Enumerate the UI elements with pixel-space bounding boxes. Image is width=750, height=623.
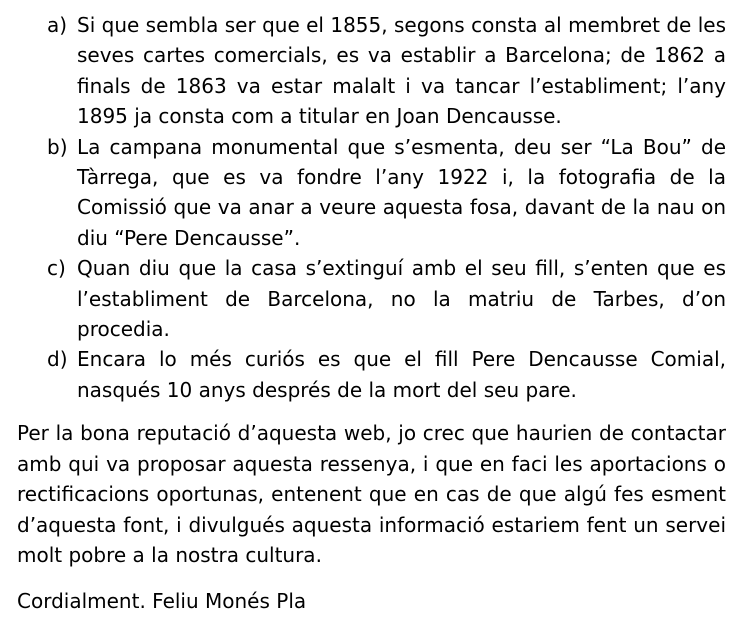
closing-paragraph: Per la bona reputació d’aquesta web, jo crec que haurien de contactar amb qui va proposar aquesta ressenya, i que en faci les aportacions o rectificacions oportunas, entenent que en cas de que algú fes esment d’aquesta font, i divulgués aquesta informació estariem fent un servei molt pobre a la nostra cultura.	[17, 421, 726, 567]
list-item-text: La campana monumental que s’esmenta, deu ser “La Bou” de Tàrrega, que es va fondre l’any 1922 i, la fotografia de la Comissió que va anar a veure aquesta fosa, davant de la nau on diu “Pere Dencausse”.	[77, 134, 726, 250]
list-item-text: Encara lo més curiós es que el fill Pere Dencausse Comial, nasqués 10 anys després de la mort del seu pare.	[77, 347, 726, 402]
list-item-b	[17, 132, 726, 254]
list-marker: d)	[47, 347, 68, 372]
list-marker: a)	[47, 13, 68, 37]
list-item-a	[17, 10, 726, 132]
signature-line: Cordialment. Feliu Monés Pla	[17, 589, 307, 614]
document-body	[17, 10, 726, 617]
list-item-text: Si que sembla ser que el 1855, segons consta al membret de les seves cartes comercials, es va establir a Barcelona; de 1862 a finals de 1863 va estar malalt i va tancar l’establiment; l’any 1895 ja consta com a titular en Joan Dencausse.	[77, 13, 726, 129]
list-marker: b)	[47, 134, 68, 159]
list-marker: c)	[47, 256, 66, 281]
list-item-d	[17, 344, 726, 405]
list-item-c	[17, 253, 726, 344]
list-item-text: Quan diu que la casa s’extinguí amb el seu fill, s’enten que es l’establiment de Barcelona, no la matriu de Tarbes, d’on procedia.	[77, 256, 726, 342]
lettered-list	[17, 10, 726, 405]
